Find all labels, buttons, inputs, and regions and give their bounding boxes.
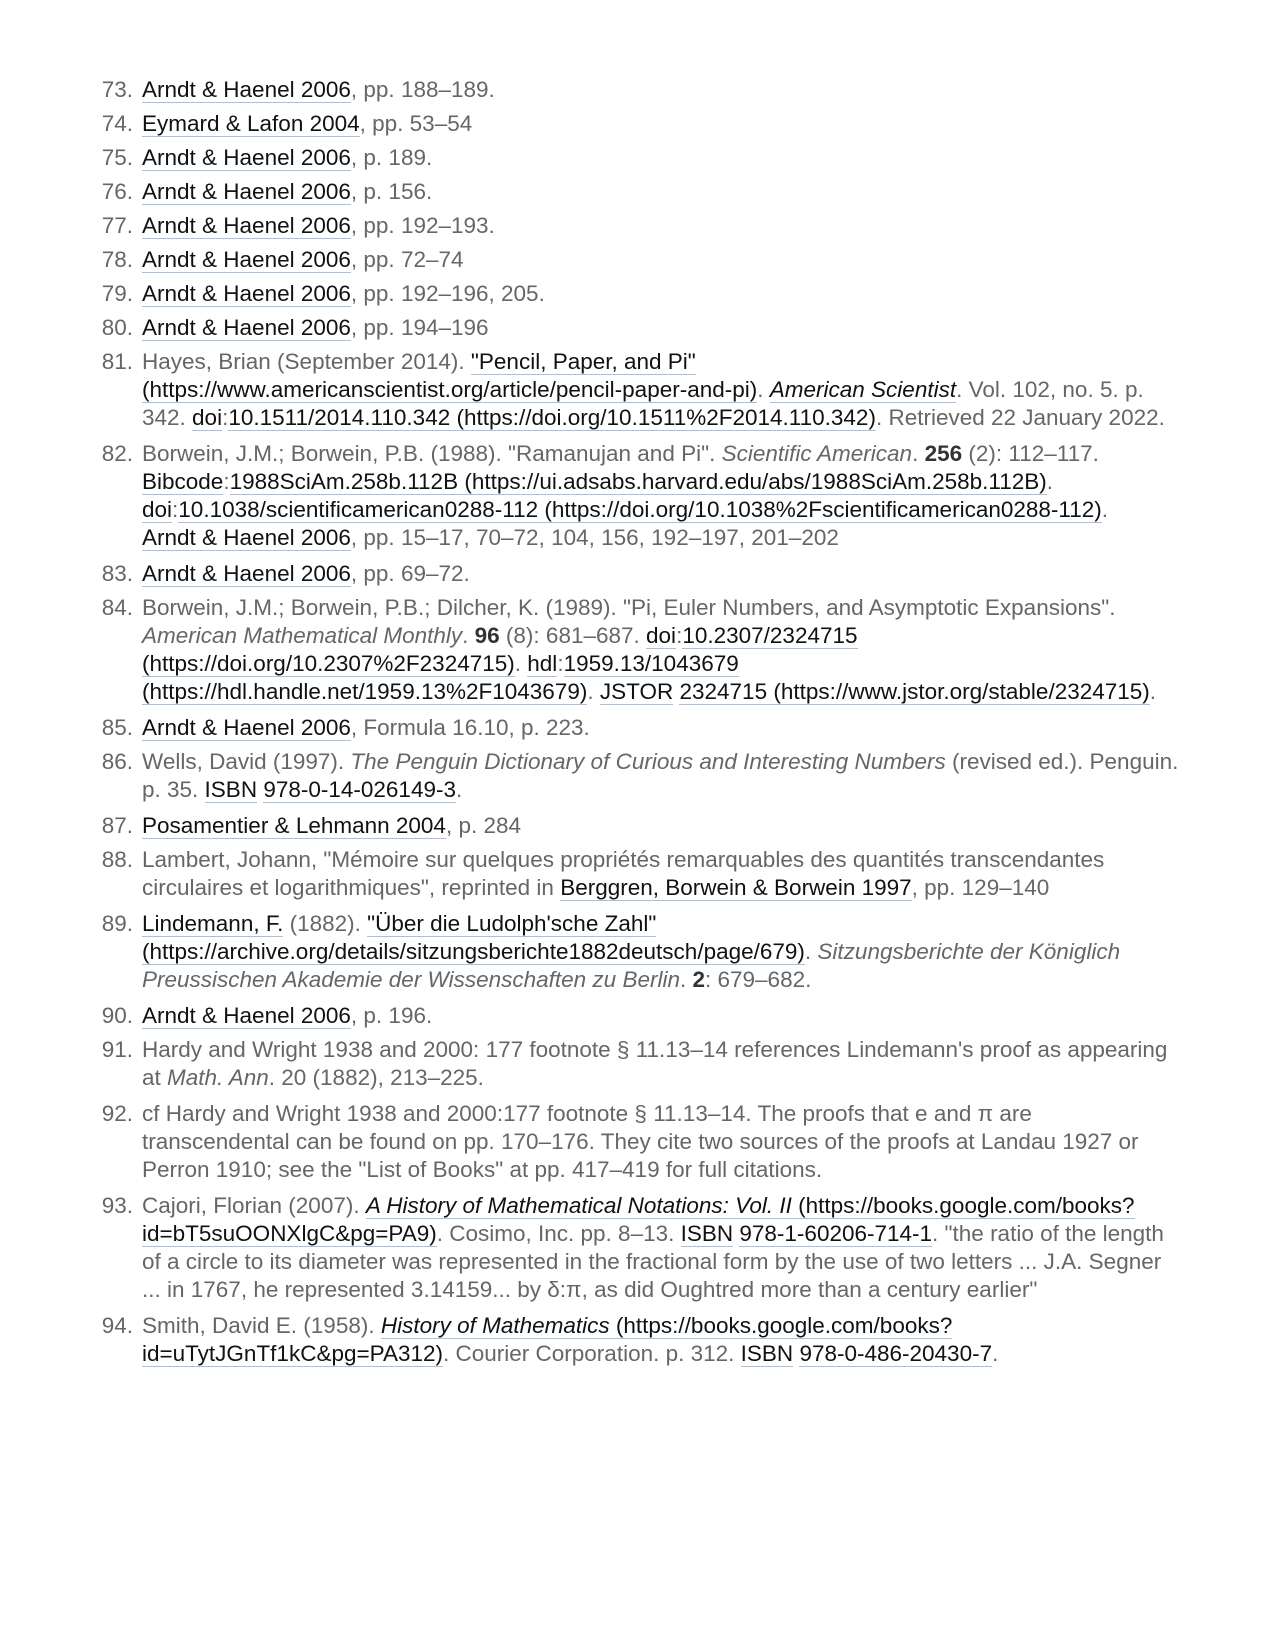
isbn-link[interactable]: 978-1-60206-714-1 bbox=[739, 1221, 933, 1246]
doi-label-link[interactable]: doi bbox=[646, 623, 677, 648]
reference-details: (revised ed.). Penguin. p. 35. bbox=[142, 749, 1179, 802]
citation-link[interactable]: Arndt & Haenel 2006 bbox=[142, 77, 351, 102]
reference-item bbox=[0, 748, 1180, 804]
separator: : bbox=[172, 497, 179, 522]
doi-link[interactable]: 10.1511/2014.110.342 (https://doi.org/10.1511%2F2014.110.342) bbox=[228, 405, 876, 430]
reference-item bbox=[0, 910, 1180, 994]
journal-link[interactable] bbox=[770, 377, 956, 403]
doi-label-link[interactable]: doi bbox=[142, 497, 173, 522]
reference-item bbox=[0, 110, 1180, 138]
reference-number: 85. bbox=[101, 715, 133, 740]
isbn-link[interactable]: 978-0-486-20430-7 bbox=[799, 1341, 993, 1366]
citation-link[interactable]: Arndt & Haenel 2006 bbox=[142, 561, 351, 586]
reference-tail: . 20 (1882), 213–225. bbox=[268, 1065, 484, 1090]
reference-number: 87. bbox=[101, 813, 133, 838]
reference-author: Wells, David (1997). bbox=[142, 749, 351, 774]
reference-quote: . "the ratio of the length of a circle to its diameter was represented in the fractional form by the use of two letters ... J.A. Segner ... in 1767, he represented 3.14159... by δ:π, as did Oughtred more than a century earlier" bbox=[142, 1221, 1164, 1302]
separator: . bbox=[455, 777, 463, 802]
separator: . bbox=[804, 939, 818, 964]
reference-item bbox=[0, 1100, 1180, 1184]
hdl-label-link[interactable]: hdl bbox=[527, 651, 558, 676]
hdl-link[interactable]: 1959.13/1043679 (https://hdl.handle.net/1959.13%2F1043679) bbox=[142, 651, 739, 704]
reference-item bbox=[0, 1312, 1180, 1368]
reference-number: 90. bbox=[101, 1003, 133, 1028]
citation-pages: , pp. 129–140 bbox=[911, 875, 1050, 900]
jstor-label-link[interactable]: JSTOR bbox=[599, 679, 674, 704]
doi-label-link[interactable]: doi bbox=[192, 405, 223, 430]
volume: 256 bbox=[924, 441, 963, 466]
journal-name: Math. Ann bbox=[167, 1065, 269, 1090]
author-link[interactable]: Lindemann, F. bbox=[142, 911, 284, 936]
reference-text: cf Hardy and Wright 1938 and 2000:177 footnote § 11.13–14. The proofs that e and π are transcendental can be found on pp. 170–176. They cite two sources of the proofs at Landau 1927 or Perron 1910; see the "List of Books" at pp. 417–419 for full citations. bbox=[142, 1101, 1139, 1182]
reference-tail: . Retrieved 22 January 2022. bbox=[875, 405, 1165, 430]
citation-link[interactable]: Arndt & Haenel 2006 bbox=[142, 213, 351, 238]
reference-details: . Vol. 102, no. 5. p. 342. bbox=[142, 377, 1144, 430]
reference-item bbox=[0, 144, 1180, 172]
link-url: (https://books.google.com/books?id=bT5suOONXlgC&pg=PA9) bbox=[142, 1193, 1135, 1246]
book-title: The Penguin Dictionary of Curious and Interesting Numbers bbox=[350, 749, 946, 774]
link-url: (https://books.google.com/books?id=uTytJGnTf1kC&pg=PA312) bbox=[142, 1313, 953, 1366]
doi-link[interactable]: 10.2307/2324715 (https://doi.org/10.2307%2F2324715) bbox=[142, 623, 858, 676]
citation-link[interactable]: Arndt & Haenel 2006 bbox=[142, 179, 351, 204]
reference-number: 92. bbox=[101, 1101, 133, 1126]
title-link[interactable]: "Pencil, Paper, and Pi" (https://www.americanscientist.org/article/pencil-paper-and-pi) bbox=[142, 349, 758, 402]
reference-item bbox=[0, 314, 1180, 342]
reference-number: 80. bbox=[101, 315, 133, 340]
reference-item bbox=[0, 280, 1180, 308]
book-title: History of Mathematics bbox=[380, 1313, 610, 1338]
volume: 96 bbox=[474, 623, 500, 648]
reference-number: 77. bbox=[101, 213, 133, 238]
reference-item bbox=[0, 846, 1180, 902]
journal-name: American Mathematical Monthly bbox=[142, 623, 463, 648]
citation-link[interactable]: Arndt & Haenel 2006 bbox=[142, 525, 351, 550]
separator: . bbox=[757, 377, 770, 402]
reference-details: . Cosimo, Inc. pp. 8–13. bbox=[436, 1221, 681, 1246]
separator: . bbox=[1149, 679, 1157, 704]
reference-item bbox=[0, 348, 1180, 432]
reference-author: Hayes, Brian (September 2014). bbox=[142, 349, 471, 374]
reference-number: 84. bbox=[101, 595, 133, 620]
citation-pages: , p. 196. bbox=[350, 1003, 433, 1028]
citation-link[interactable]: Eymard & Lafon 2004 bbox=[142, 111, 360, 136]
reference-item bbox=[0, 178, 1180, 206]
separator: : bbox=[557, 651, 564, 676]
pages: : 679–682. bbox=[705, 967, 812, 992]
isbn-link[interactable]: 978-0-14-026149-3 bbox=[263, 777, 456, 802]
reference-number: 75. bbox=[101, 145, 133, 170]
reference-number: 93. bbox=[101, 1193, 133, 1218]
book-title: A History of Mathematical Notations: Vol. II bbox=[365, 1193, 792, 1218]
journal-name: American Scientist bbox=[769, 377, 957, 402]
citation-link[interactable]: Arndt & Haenel 2006 bbox=[142, 247, 351, 272]
isbn-label-link[interactable]: ISBN bbox=[740, 1341, 794, 1366]
separator: . bbox=[514, 651, 528, 676]
separator: : bbox=[223, 469, 230, 494]
citation-pages: , pp. 192–196, 205. bbox=[350, 281, 545, 306]
citation-pages: , pp. 192–193. bbox=[350, 213, 495, 238]
references-list bbox=[0, 76, 1180, 1376]
reference-number: 83. bbox=[101, 561, 133, 586]
reference-item bbox=[0, 812, 1180, 840]
citation-pages: , pp. 53–54 bbox=[359, 111, 473, 136]
journal-name: Scientific American bbox=[721, 441, 913, 466]
reference-details: . Courier Corporation. p. 312. bbox=[443, 1341, 741, 1366]
reference-number: 94. bbox=[101, 1313, 133, 1338]
reference-number: 73. bbox=[101, 77, 133, 102]
reference-number: 79. bbox=[101, 281, 133, 306]
reference-text: Hardy and Wright 1938 and 2000: 177 footnote § 11.13–14 references Lindemann's proof as appearing at bbox=[142, 1037, 1168, 1090]
citation-pages: , pp. 69–72. bbox=[350, 561, 470, 586]
separator: . bbox=[912, 441, 925, 466]
separator: . bbox=[1101, 497, 1109, 522]
reference-author: Cajori, Florian (2007). bbox=[142, 1193, 366, 1218]
reference-item bbox=[0, 440, 1180, 552]
citation-pages: , pp. 15–17, 70–72, 104, 156, 192–197, 201–202 bbox=[350, 525, 839, 550]
isbn-label-link[interactable]: ISBN bbox=[680, 1221, 734, 1246]
reference-item bbox=[0, 246, 1180, 274]
citation-pages: , p. 284 bbox=[445, 813, 522, 838]
bibcode-label-link[interactable]: Bibcode bbox=[142, 469, 224, 494]
reference-number: 91. bbox=[101, 1037, 133, 1062]
separator: : bbox=[676, 623, 683, 648]
separator: . bbox=[992, 1341, 999, 1366]
reference-author: Smith, David E. (1958). bbox=[142, 1313, 381, 1338]
citation-pages: , pp. 194–196 bbox=[350, 315, 489, 340]
citation-link[interactable]: Posamentier & Lehmann 2004 bbox=[142, 813, 446, 838]
reference-number: 81. bbox=[101, 349, 133, 374]
separator: . bbox=[587, 679, 600, 704]
doi-link[interactable]: 10.1038/scientificamerican0288-112 (https://doi.org/10.1038%2Fscientificamerican0288-112) bbox=[178, 497, 1102, 522]
issue-pages: (2): 112–117. bbox=[962, 441, 1099, 466]
bibcode-link[interactable]: 1988SciAm.258b.112B (https://ui.adsabs.harvard.edu/abs/1988SciAm.258b.112B) bbox=[229, 469, 1047, 494]
reference-year: (1882). bbox=[283, 911, 368, 936]
reference-number: 76. bbox=[101, 179, 133, 204]
citation-pages: , pp. 72–74 bbox=[350, 247, 464, 272]
issue-pages: (8): 681–687. bbox=[499, 623, 647, 648]
citation-link[interactable]: Arndt & Haenel 2006 bbox=[142, 715, 351, 740]
citation-link[interactable]: Arndt & Haenel 2006 bbox=[142, 281, 351, 306]
reference-number: 74. bbox=[101, 111, 133, 136]
reference-author: Borwein, J.M.; Borwein, P.B.; Dilcher, K. (1989). "Pi, Euler Numbers, and Asymptotic Expansions". bbox=[142, 595, 1116, 620]
citation-link[interactable]: Berggren, Borwein & Borwein 1997 bbox=[560, 875, 912, 900]
citation-link[interactable]: Arndt & Haenel 2006 bbox=[142, 315, 351, 340]
separator: . bbox=[462, 623, 475, 648]
citation-link[interactable]: Arndt & Haenel 2006 bbox=[142, 145, 351, 170]
volume: 2 bbox=[692, 967, 705, 992]
reference-number: 88. bbox=[101, 847, 133, 872]
reference-number: 86. bbox=[101, 749, 133, 774]
citation-pages: , p. 156. bbox=[350, 179, 433, 204]
reference-item bbox=[0, 212, 1180, 240]
reference-item bbox=[0, 1036, 1180, 1092]
separator: . bbox=[1046, 469, 1054, 494]
citation-pages: , p. 189. bbox=[350, 145, 433, 170]
reference-item bbox=[0, 76, 1180, 104]
citation-pages: , pp. 188–189. bbox=[350, 77, 495, 102]
reference-item bbox=[0, 1002, 1180, 1030]
isbn-label-link[interactable]: ISBN bbox=[204, 777, 258, 802]
citation-link[interactable]: Arndt & Haenel 2006 bbox=[142, 1003, 351, 1028]
reference-item bbox=[0, 714, 1180, 742]
jstor-link[interactable]: 2324715 (https://www.jstor.org/stable/2324715) bbox=[679, 679, 1150, 704]
reference-item bbox=[0, 1192, 1180, 1304]
reference-item bbox=[0, 560, 1180, 588]
separator: . bbox=[679, 967, 693, 992]
reference-item bbox=[0, 594, 1180, 706]
reference-number: 89. bbox=[101, 911, 133, 936]
reference-author: Borwein, J.M.; Borwein, P.B. (1988). "Ramanujan and Pi". bbox=[142, 441, 722, 466]
reference-number: 78. bbox=[101, 247, 133, 272]
reference-text: Lambert, Johann, "Mémoire sur quelques propriétés remarquables des quantités transcendantes circulaires et logarithmiques", reprinted in bbox=[142, 847, 1105, 900]
separator: : bbox=[222, 405, 229, 430]
citation-pages: , Formula 16.10, p. 223. bbox=[350, 715, 590, 740]
reference-number: 82. bbox=[101, 441, 133, 466]
title-link[interactable]: "Über die Ludolph'sche Zahl" (https://archive.org/details/sitzungsberichte1882deutsch/page/679) bbox=[142, 911, 805, 964]
journal-name: Sitzungsberichte der Königlich Preussischen Akademie der Wissenschaften zu Berlin bbox=[142, 939, 1121, 992]
